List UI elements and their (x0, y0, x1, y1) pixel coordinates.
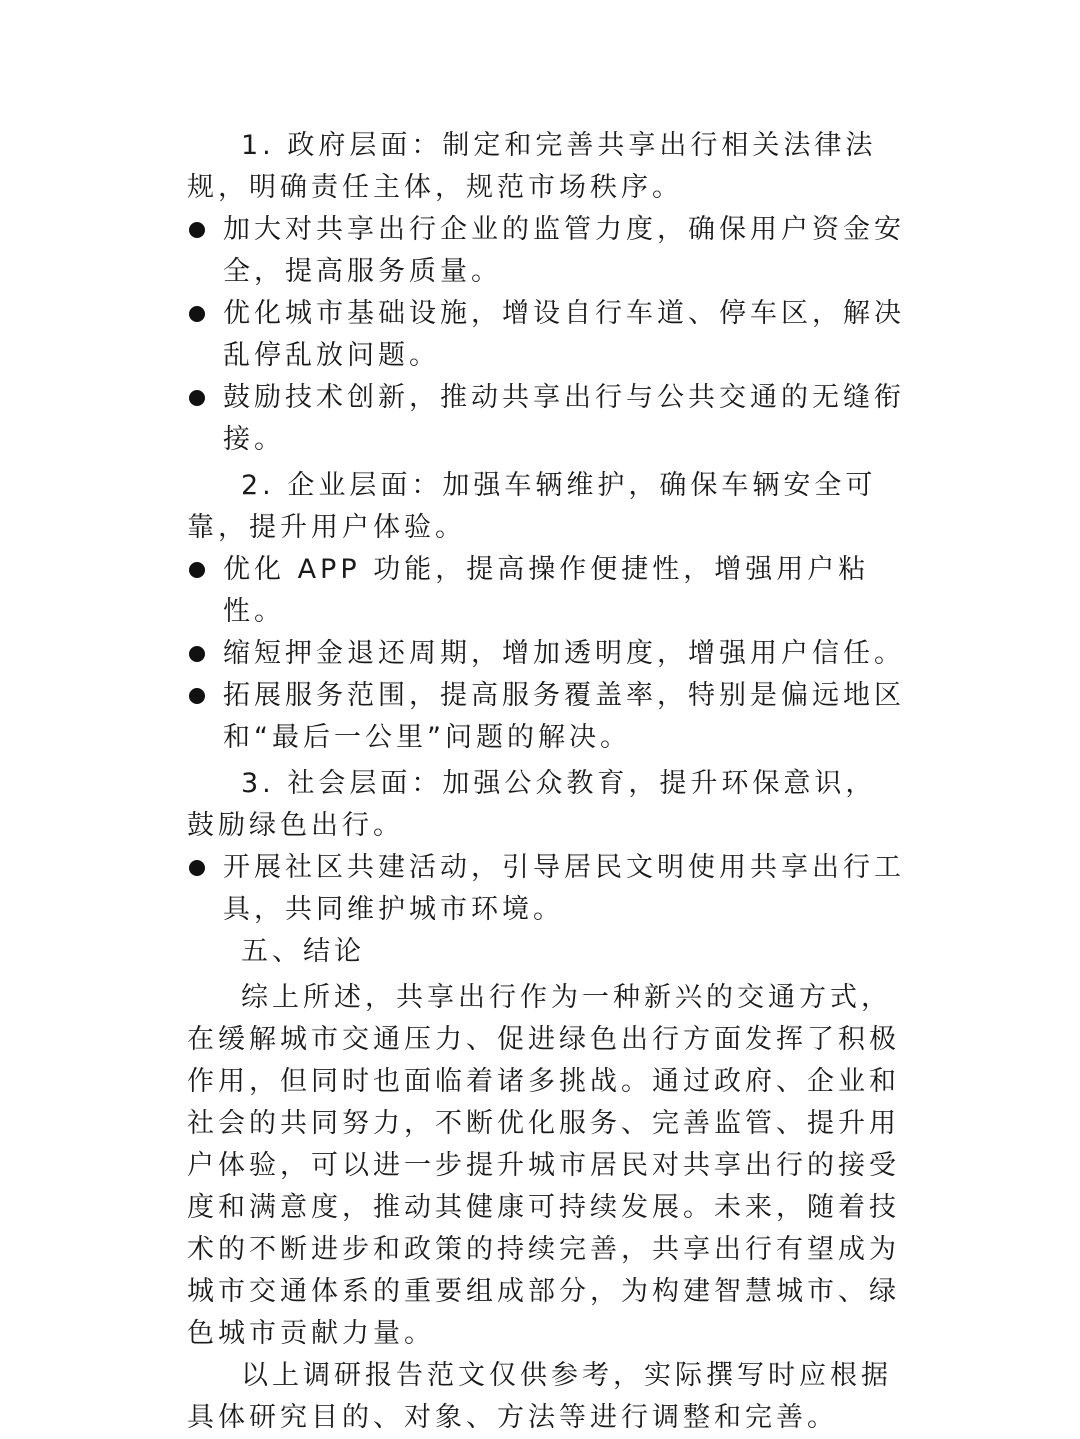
list-item-text: 优化城市基础设施，增设自行车道、停车区，解决乱停乱放问题。 (223, 298, 905, 371)
list-item (187, 377, 907, 461)
list-item (187, 209, 907, 293)
bullet-dot-icon (189, 688, 205, 704)
list-item (187, 549, 907, 633)
government-level-paragraph: 1. 政府层面：制定和完善共享出行相关法律法规，明确责任主体，规范市场秩序。 (187, 130, 877, 203)
closing-paragraph: 以上调研报告范文仅供参考，实际撰写时应根据具体研究目的、对象、方法等进行调整和完善。 (187, 1360, 892, 1433)
list-item-text: 开展社区共建活动，引导居民文明使用共享出行工具，共同维护城市环境。 (223, 852, 905, 925)
document-page (187, 125, 907, 1439)
bullet-dot-icon (189, 860, 205, 876)
list-item-text: 拓展服务范围，提高服务覆盖率，特别是偏远地区和“最后一公里”问题的解决。 (223, 680, 905, 753)
list-item (187, 633, 907, 675)
bullet-dot-icon (189, 222, 205, 238)
list-item (187, 293, 907, 377)
enterprise-level-paragraph: 2. 企业层面：加强车辆维护，确保车辆安全可靠，提升用户体验。 (187, 470, 877, 543)
bullet-dot-icon (189, 646, 205, 662)
list-item (187, 847, 907, 931)
list-item-text: 鼓励技术创新，推动共享出行与公共交通的无缝衔接。 (223, 382, 905, 455)
bullet-dot-icon (189, 306, 205, 322)
list-item-text: 缩短押金退还周期，增加透明度，增强用户信任。 (223, 638, 905, 669)
list-item-text: 加大对共享出行企业的监管力度，确保用户资金安全，提高服务质量。 (223, 214, 905, 287)
bullet-dot-icon (189, 562, 205, 578)
bullet-dot-icon (189, 390, 205, 406)
conclusion-paragraph: 综上所述，共享出行作为一种新兴的交通方式，在缓解城市交通压力、促进绿色出行方面发挥了积极作用，但同时也面临着诸多挑战。通过政府、企业和社会的共同努力，不断优化服务、完善监管、提升用户体验，可以进一步提升城市居民对共享出行的接受度和满意度，推动其健康可持续发展。未来，随着技术的不断进步和政策的持续完善，共享出行有望成为城市交通体系的重要组成部分，为构建智慧城市、绿色城市贡献力量。 (187, 982, 900, 1349)
list-item-text: 优化 APP 功能，提高操作便捷性，增强用户粘性。 (223, 554, 870, 627)
society-level-paragraph: 3. 社会层面：加强公众教育，提升环保意识，鼓励绿色出行。 (187, 768, 877, 841)
section-heading: 五、结论 (241, 936, 365, 967)
list-item (187, 675, 907, 759)
